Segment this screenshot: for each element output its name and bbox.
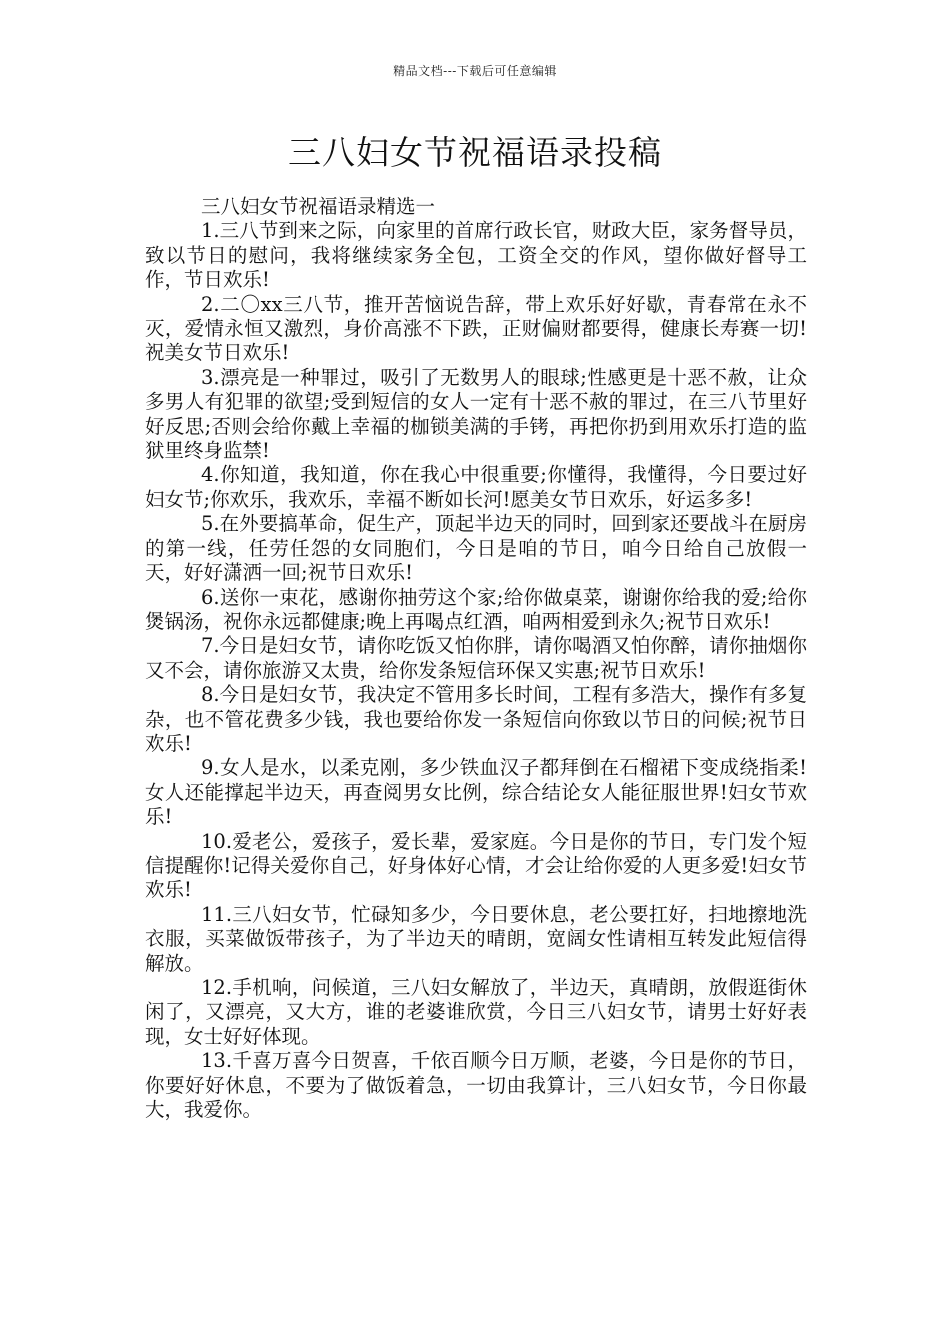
document-title: 三八妇女节祝福语录投稿: [288, 133, 662, 172]
header-note: 精品文档---下载后可任意编辑: [393, 64, 557, 78]
document-body: [145, 195, 807, 1122]
paragraph-4: 4.你知道，我知道，你在我心中很重要;你懂得，我懂得，今日要过好妇女节;你欢乐，我欢乐，幸福不断如长河!愿美女节日欢乐，好运多多!: [145, 463, 807, 511]
paragraph-5: 5.在外要搞革命，促生产，顶起半边天的同时，回到家还要战斗在厨房的第一线，任劳任怨的女同胞们，今日是咱的节日，咱今日给自己放假一天，好好潇洒一回;祝节日欢乐!: [145, 512, 807, 585]
paragraph-3: 3.漂亮是一种罪过，吸引了无数男人的眼球;性感更是十恶不赦，让众多男人有犯罪的欲望;受到短信的女人一定有十恶不赦的罪过，在三八节里好好反思;否则会给你戴上幸福的枷锁美满的手铐，再把你扔到用欢乐打造的监狱里终身监禁!: [145, 365, 807, 463]
paragraph-6: 6.送你一束花，感谢你抽劳这个家;给你做桌菜，谢谢你给我的爱;给你煲锅汤，祝你永远都健康;晚上再喝点红酒，咱两相爱到永久;祝节日欢乐!: [145, 585, 807, 633]
paragraph-11: 11.三八妇女节，忙碌知多少，今日要休息，老公要扛好，扫地擦地洗衣服，买菜做饭带孩子，为了半边天的晴朗，宽阔女性请相互转发此短信得解放。: [145, 902, 807, 975]
paragraph-13: 13.千喜万喜今日贺喜，千依百顺今日万顺，老婆，今日是你的节日，你要好好休息，不要为了做饭着急，一切由我算计，三八妇女节，今日你最大，我爱你。: [145, 1049, 807, 1122]
paragraph-8: 8.今日是妇女节，我决定不管用多长时间，工程有多浩大，操作有多复杂，也不管花费多少钱，我也要给你发一条短信向你致以节日的问候;祝节日欢乐!: [145, 683, 807, 755]
paragraph-12: 12.手机响，问候道，三八妇女解放了，半边天，真晴朗，放假逛街休闲了，又漂亮，又大方，谁的老婆谁欣赏，今日三八妇女节，请男士好好表现，女士好好体现。: [145, 976, 807, 1048]
section-heading: 三八妇女节祝福语录精选一: [201, 195, 436, 218]
paragraph-2: 2.二〇xx三八节，推开苦恼说告辞，带上欢乐好好歇，青春常在永不灭，爱情永恒又激烈，身价高涨不下跌，正财偏财都要得，健康长寿赛一切!祝美女节日欢乐!: [145, 292, 807, 365]
paragraph-9: 9.女人是水，以柔克刚，多少铁血汉子都拜倒在石榴裙下变成绕指柔!女人还能撑起半边天，再查阅男女比例，综合结论女人能征服世界!妇女节欢乐!: [145, 756, 807, 829]
paragraph-7: 7.今日是妇女节，请你吃饭又怕你胖，请你喝酒又怕你醉，请你抽烟你又不会，请你旅游又太贵，给你发条短信环保又实惠;祝节日欢乐!: [145, 634, 807, 682]
paragraph-1: 1.三八节到来之际，向家里的首席行政长官，财政大臣，家务督导员，致以节日的慰问，我将继续家务全包，工资全交的作风，望你做好督导工作，节日欢乐!: [145, 219, 807, 292]
paragraph-10: 10.爱老公，爱孩子，爱长辈，爱家庭。今日是你的节日，专门发个短信提醒你!记得关爱你自己，好身体好心情，才会让给你爱的人更多爱!妇女节欢乐!: [145, 829, 807, 902]
